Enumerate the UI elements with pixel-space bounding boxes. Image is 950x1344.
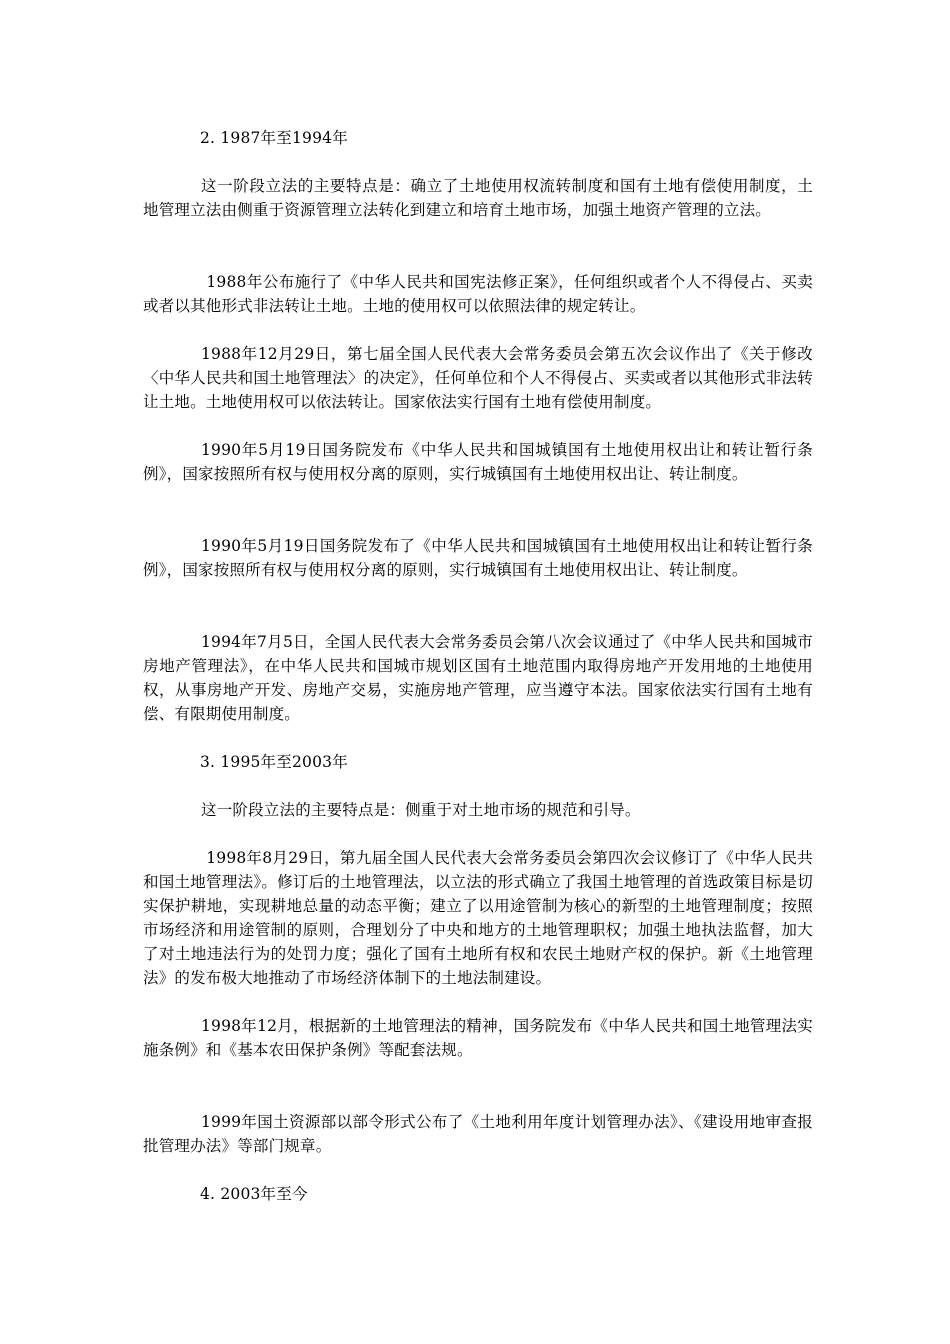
paragraph-land-law-revision-1998: 1998年8月29日，第九届全国人民代表大会常务委员会第四次会议修订了《中华人民共和国土地管理法》。修订后的土地管理法，以立法的形式确立了我国土地管理的首选政策目标是切实保护耕地，实现耕地总量的动态平衡；建立了以用途管制为核心的新型的土地管理制度；按照市场经济和用途管制的原则，合理划分了中央和地方的土地管理职权；加强土地执法监督，加大了对土地违法行为的处罚力度；强化了国有土地所有权和农民土地财产权的保护。新《土地管理法》的发布极大地推动了市场经济体制下的土地法制建设。 <box>143 849 813 987</box>
paragraph-real-estate-law-1994: 1994年7月5日，全国人民代表大会常务委员会第八次会议通过了《中华人民共和国城市房地产管理法》，在中华人民共和国城市规划区国有土地范围内取得房地产开发用地的土地使用权，从事房地产开发、房地产交易，实施房地产管理，应当遵守本法。国家依法实行国有土地有偿、有限期使用制度。 <box>143 633 813 723</box>
paragraph-constitution-amendment-1988: 1988年公布施行了《中华人民共和国宪法修正案》，任何组织或者个人不得侵占、买卖或者以其他形式非法转让土地。土地的使用权可以依照法律的规定转让。 <box>143 273 813 315</box>
section-heading-2003-present: 4. 2003年至今 <box>200 1185 308 1203</box>
paragraph-stage-features-2: 这一阶段立法的主要特点是：侧重于对土地市场的规范和引导。 <box>201 801 641 819</box>
paragraph-stage-features: 这一阶段立法的主要特点是：确立了土地使用权流转制度和国有土地有偿使用制度，土地管理立法由侧重于资源管理立法转化到建立和培育土地市场，加强土地资产管理的立法。 <box>143 177 813 219</box>
section-heading-1995-2003: 3. 1995年至2003年 <box>200 753 348 771</box>
paragraph-implementation-rules-1998: 1998年12月，根据新的土地管理法的精神，国务院发布《中华人民共和国土地管理法实施条例》和《基本农田保护条例》等配套法规。 <box>143 1017 813 1059</box>
paragraph-state-council-1990-a: 1990年5月19日国务院发布《中华人民共和国城镇国有土地使用权出让和转让暂行条例》，国家按照所有权与使用权分离的原则，实行城镇国有土地使用权出让、转让制度。 <box>143 441 813 483</box>
section-heading-1987-1994: 2. 1987年至1994年 <box>200 129 348 147</box>
paragraph-ministry-rules-1999: 1999年国土资源部以部令形式公布了《土地利用年度计划管理办法》、《建设用地审查报批管理办法》等部门规章。 <box>143 1113 813 1155</box>
paragraph-land-law-revision-1988: 1988年12月29日，第七届全国人民代表大会常务委员会第五次会议作出了《关于修改〈中华人民共和国土地管理法〉的决定》，任何单位和个人不得侵占、买卖或者以其他形式非法转让土地。土地使用权可以依法转让。国家依法实行国有土地有偿使用制度。 <box>143 345 813 411</box>
paragraph-state-council-1990-b: 1990年5月19日国务院发布了《中华人民共和国城镇国有土地使用权出让和转让暂行条例》，国家按照所有权与使用权分离的原则，实行城镇国有土地使用权出让、转让制度。 <box>143 537 813 579</box>
